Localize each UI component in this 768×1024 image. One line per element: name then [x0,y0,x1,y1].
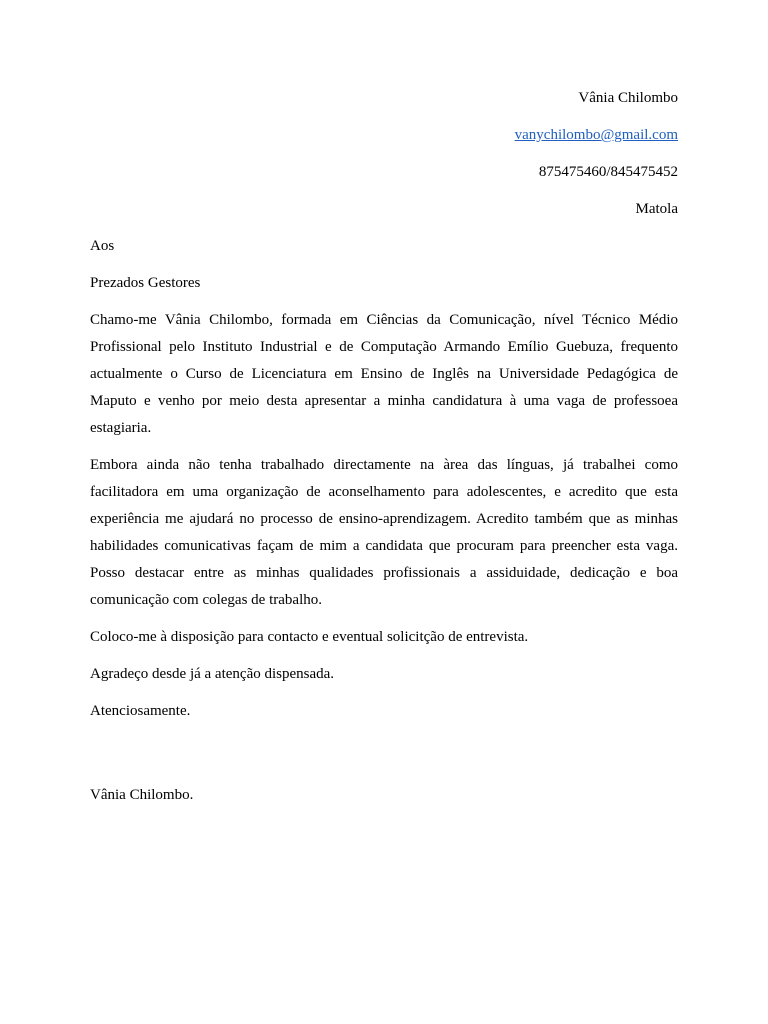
letter-page [90,88,678,819]
closing-valediction: Atenciosamente. [90,703,191,719]
recipient-greeting: Prezados Gestores [90,275,201,291]
recipient-to: Aos [90,238,115,254]
body-paragraph-4: Agradeço desde já a atenção dispensada. [90,666,335,682]
sender-phone: 875475460/845475452 [538,164,678,180]
sender-block [90,88,678,219]
body-paragraph-2: Embora ainda não tenha trabalhado directamente na àrea das línguas, já trabalhei como facilitadora em uma organização de aconselhamento para adolescentes, e acredito que esta experiência me ajudará no processo de ensino-aprendizagem. Acredito também que as minhas habilidades comunicativas façam de mim a candidata que procuram para preencher esta vaga. Posso destacar entre as minhas qualidades profissionais a assiduidade, dedicação e boa comunicação com colegas de trabalho. [90,457,678,608]
signature-gap [90,735,678,782]
closing-signature: Vânia Chilombo. [90,787,194,803]
body-paragraph-1: Chamo-me Vânia Chilombo, formada em Ciências da Comunicação, nível Técnico Médio Profissional pelo Instituto Industrial e de Computação Armando Emílio Guebuza, frequento actualmente o Curso de Licenciatura em Ensino de Inglês na Universidade Pedagógica de Maputo e venho por meio desta apresentar a minha candidatura à uma vaga de professoea estagiaria. [90,312,678,436]
sender-email-link[interactable]: vanychilombo@gmail.com [514,127,678,143]
body-paragraph-3: Coloco-me à disposição para contacto e eventual solicitção de entrevista. [90,629,529,645]
sender-city: Matola [635,201,678,217]
sender-name: Vânia Chilombo [578,90,678,106]
